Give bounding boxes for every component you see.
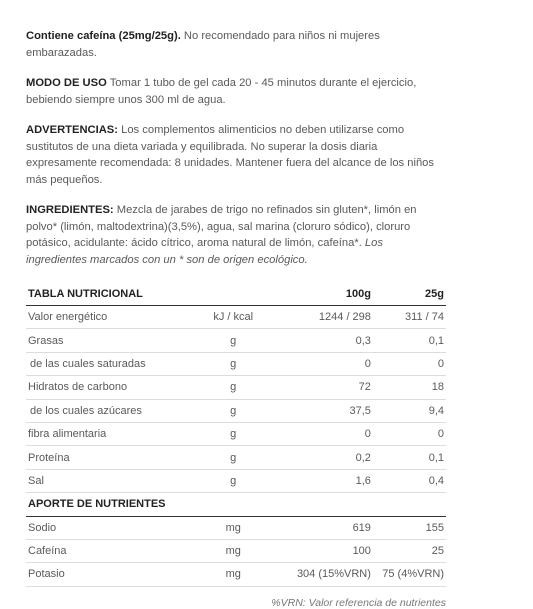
warnings-text: Los complementos alimenticios no deben utilizarse como sustitutos de una dieta variada y equilibrada. No superar la dosis diaria expresamente recomendada: 8 unidades. Mantener fuera del alcance de los niños más pequeños. [26, 124, 434, 186]
row-name: de los cuales azúcares [26, 399, 197, 422]
row-per100: 72 [268, 376, 371, 399]
header-name: TABLA NUTRICIONAL [26, 282, 197, 306]
row-per100: 0 [268, 352, 371, 375]
row-per25: 75 (4%VRN) [371, 563, 446, 586]
row-per25: 311 / 74 [371, 306, 446, 329]
table-row [26, 469, 446, 492]
ingredients-section [26, 202, 446, 268]
header-per25: 25g [371, 282, 446, 306]
table-row [26, 329, 446, 352]
row-unit: mg [197, 563, 268, 586]
table-row [26, 352, 446, 375]
row-per100: 1,6 [268, 469, 371, 492]
row-per100: 304 (15%VRN) [268, 563, 371, 586]
row-unit: g [197, 352, 268, 375]
row-per25: 0,1 [371, 446, 446, 469]
caffeine-notice [26, 28, 446, 61]
row-unit: g [197, 446, 268, 469]
row-per25: 9,4 [371, 399, 446, 422]
nutrients-section-header [26, 493, 446, 516]
table-row [26, 446, 446, 469]
caffeine-label: Contiene cafeína (25mg/25g). [26, 30, 181, 42]
row-per100: 37,5 [268, 399, 371, 422]
usage-label: MODO DE USO [26, 77, 107, 89]
row-per25: 0,4 [371, 469, 446, 492]
nutrition-table [26, 282, 446, 587]
row-unit: g [197, 376, 268, 399]
row-name: Hidratos de carbono [26, 376, 197, 399]
nutrients-section-title: APORTE DE NUTRIENTES [26, 493, 446, 516]
row-unit: g [197, 422, 268, 445]
row-unit: mg [197, 516, 268, 539]
row-name: Sodio [26, 516, 197, 539]
table-row [26, 306, 446, 329]
row-unit: g [197, 469, 268, 492]
vrn-footnote: %VRN: Valor referencia de nutrientes [271, 596, 446, 609]
row-per100: 0,2 [268, 446, 371, 469]
row-name: Proteína [26, 446, 197, 469]
ingredients-note: Los ingredientes marcados con un * son de origen ecológico. [26, 237, 383, 266]
row-per25: 18 [371, 376, 446, 399]
caffeine-text: No recomendado para niños ni mujeres embarazadas. [26, 30, 380, 59]
table-row [26, 563, 446, 586]
header-unit [197, 282, 268, 306]
ingredients-text: Mezcla de jarabes de trigo no refinados sin gluten*, limón en polvo* (limón, maltodextrina)(3,5%), agua, sal marina (cloruro sódico), cloruro potásico, acidulante: ácido cítrico, aroma natural de limón, cafeína*. [26, 204, 417, 249]
row-per25: 0 [371, 352, 446, 375]
header-per100: 100g [268, 282, 371, 306]
row-name: de las cuales saturadas [26, 352, 197, 375]
nutrition-header-row [26, 282, 446, 306]
row-per100: 100 [268, 539, 371, 562]
row-name: Cafeína [26, 539, 197, 562]
ingredients-label: INGREDIENTES: [26, 204, 114, 216]
row-name: Valor energético [26, 306, 197, 329]
row-per100: 619 [268, 516, 371, 539]
row-name: Potasio [26, 563, 197, 586]
row-per25: 25 [371, 539, 446, 562]
table-row [26, 399, 446, 422]
row-name: Sal [26, 469, 197, 492]
table-row [26, 422, 446, 445]
warnings-label: ADVERTENCIAS: [26, 124, 118, 136]
row-unit: kJ / kcal [197, 306, 268, 329]
usage-section [26, 75, 446, 108]
table-row [26, 539, 446, 562]
row-per25: 0,1 [371, 329, 446, 352]
table-row [26, 516, 446, 539]
table-row [26, 376, 446, 399]
row-per25: 155 [371, 516, 446, 539]
product-info [26, 28, 446, 609]
row-per100: 0 [268, 422, 371, 445]
row-unit: g [197, 399, 268, 422]
row-unit: g [197, 329, 268, 352]
row-name: fibra alimentaria [26, 422, 197, 445]
row-unit: mg [197, 539, 268, 562]
usage-text: Tomar 1 tubo de gel cada 20 - 45 minutos durante el ejercicio, bebiendo siempre unos 300 ml de agua. [26, 77, 417, 106]
row-name: Grasas [26, 329, 197, 352]
row-per100: 0,3 [268, 329, 371, 352]
warnings-section [26, 122, 446, 188]
row-per25: 0 [371, 422, 446, 445]
row-per100: 1244 / 298 [268, 306, 371, 329]
